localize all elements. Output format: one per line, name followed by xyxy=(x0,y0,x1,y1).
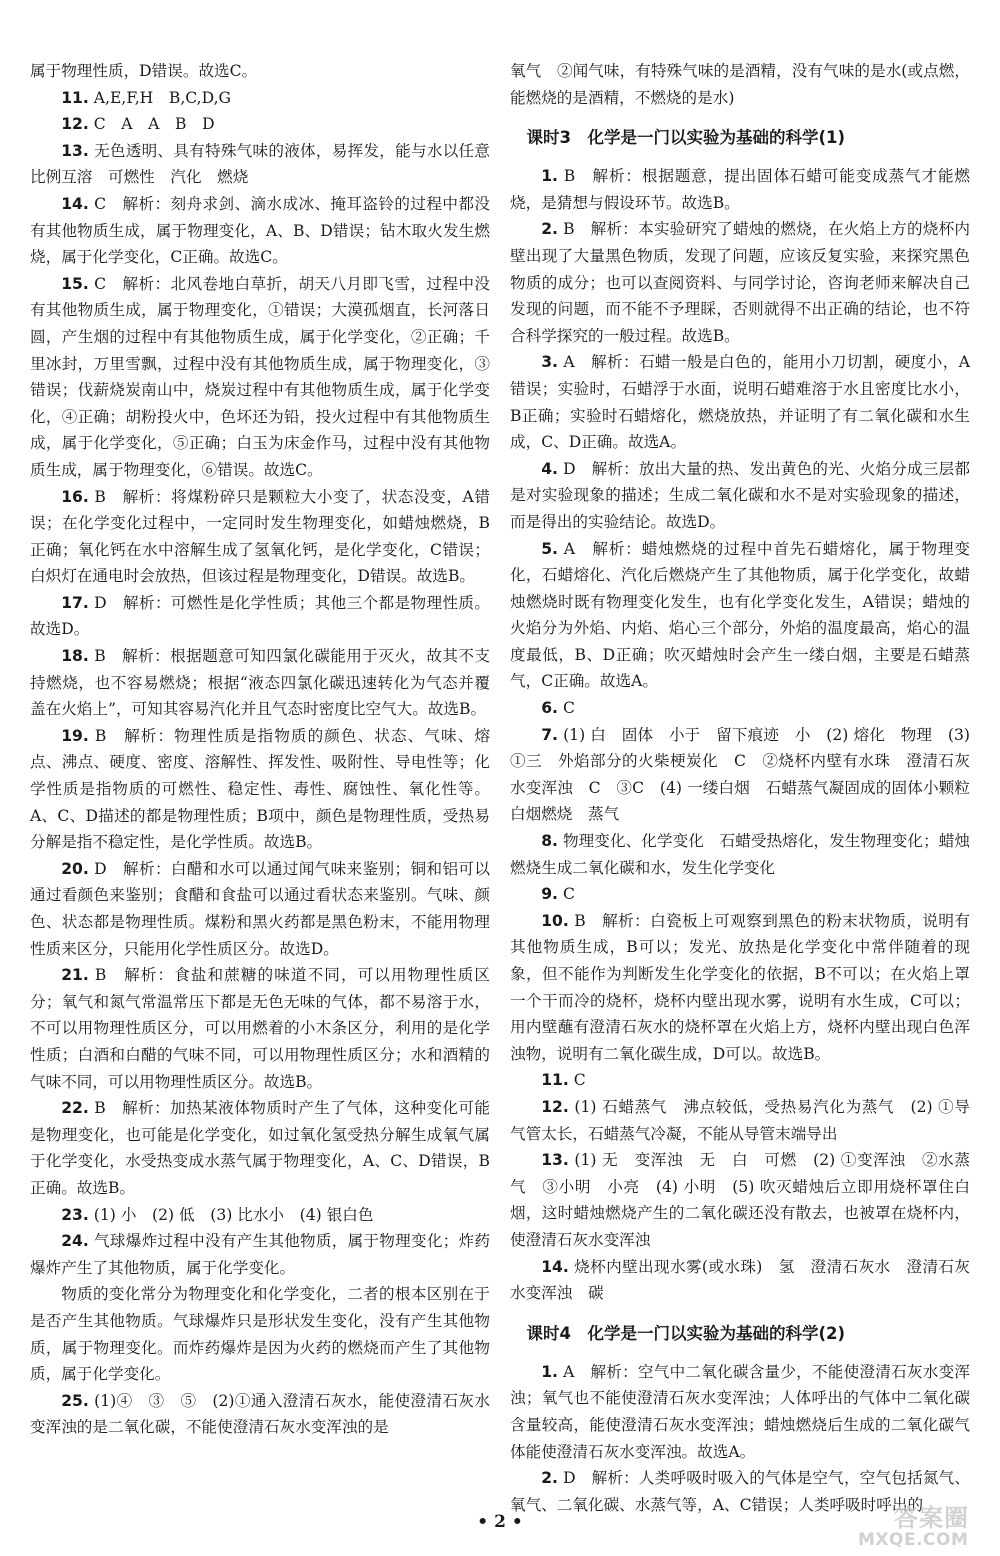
answer-text: (1) 无 变浑浊 无 白 可燃 (2) ①变浑浊 ②水蒸气 ③小明 小亮 (4) 小明 (5) 吹灭蜡烛后立即用烧杯罩住白烟，这时蜡烛燃烧产生的二氧化碳还没有散去，也被罩在烧杯内，使澄清石灰水变浑浊 xyxy=(510,1151,971,1249)
answer-number: 18. xyxy=(61,647,89,666)
answer-text: D 解析：人类呼吸时吸入的气体是空气，空气包括氮气、氧气、二氧化碳、水蒸气等，A、C错误；人类呼吸时呼出的 xyxy=(510,1469,970,1514)
answer-number: 14. xyxy=(61,194,89,213)
answer-item xyxy=(510,216,970,349)
answer-number: 4. xyxy=(541,459,558,478)
answer-item xyxy=(30,1228,490,1281)
answer-item xyxy=(510,1067,970,1094)
answer-text: A 解析：空气中二氧化碳含量少，不能使澄清石灰水变浑浊；氧气也不能使澄清石灰水变浑浊；人体呼出的气体中二氧化碳含量较高，能使澄清石灰水变浑浊；蜡烛燃烧后生成的二氧化碳气体能使澄清石灰水变浑浊。故选A。 xyxy=(510,1362,970,1461)
answer-item xyxy=(30,1095,490,1201)
answer-item xyxy=(510,1254,970,1307)
answer-number: 11. xyxy=(61,88,89,107)
answer-text: C xyxy=(573,1071,586,1090)
answer-number: 8. xyxy=(541,832,558,851)
answer-text: B 解析：本实验研究了蜡烛的燃烧，在火焰上方的烧杯内壁出现了大量黑色物质，发现了问题，应该反复实验，来探究黑色物质的成分；也可以查阅资料、与同学讨论，咨询老师来解决自己发现的问题，而不能不予理睬，否则就得不出正确的结论，也不符合科学探究的一般过程。故选B。 xyxy=(510,220,970,345)
answer-text: C 解析：北风卷地白草折，胡天八月即飞雪，过程中没有其他物质生成，属于物理变化，①错误；大漠孤烟直，长河落日圆，产生烟的过程中有其他物质生成，属于化学变化，②正确；千里冰封，万里雪飘，过程中没有其他物质生成，属于物理变化，③错误；伐薪烧炭南山中，烧炭过程中有其他物质生成，属于化学变化，④正确；胡粉投火中，色坏还为铅，投火过程中有其他物质生成，属于化学变化，⑤正确；白玉为床金作马，过程中没有其他物质生成，属于物理变化，⑥错误。故选C。 xyxy=(30,274,490,479)
answer-text: B 解析：加热某液体物质时产生了气体，这种变化可能是物理变化，也可能是化学变化，如过氧化氢受热分解生成氧气属于化学变化，水受热变成水蒸气属于物理变化，A、C、D错误，B正确。故选B。 xyxy=(30,1099,490,1197)
answer-item xyxy=(30,271,490,484)
answer-item xyxy=(510,695,970,722)
answer-item xyxy=(510,881,970,908)
answer-text: 气球爆炸过程中没有产生其他物质，属于物理变化；炸药爆炸产生了其他物质，属于化学变化。 xyxy=(30,1232,490,1277)
answer-item xyxy=(30,1202,490,1229)
answer-item xyxy=(30,643,490,723)
section-title-lesson-3: 课时3 化学是一门以实验为基础的科学(1) xyxy=(526,128,846,148)
answer-text: B 解析：物理性质是指物质的颜色、状态、气味、熔点、沸点、硬度、密度、溶解性、挥发性、吸附性、导电性等；化学性质是指物质的可燃性、稳定性、毒性、腐蚀性、氧化性等。A、C、D描述的都是物理性质；B项中，颜色是物理性质，受热易分解是指不稳定性，是化学性质。故选B。 xyxy=(30,726,490,852)
answer-number: 20. xyxy=(61,859,89,878)
answer-number: 3. xyxy=(541,353,558,372)
answer-item xyxy=(510,1359,970,1465)
answer-item xyxy=(30,723,490,856)
answer-item xyxy=(30,1281,490,1387)
answer-text: D 解析：放出大量的热、发出黄色的光、火焰分成三层都是对实验现象的描述；生成二氧化碳和水不是对实验现象的描述，而是得出的实验结论。故选D。 xyxy=(510,459,970,531)
answer-text: A 解析：石蜡一般是白色的，能用小刀切割，硬度小，A错误；实验时，石蜡浮于水面，说明石蜡难溶于水且密度比水小，B正确；实验时石蜡熔化，燃烧放热，并证明了有二氧化碳和水生成，C、D正确。故选A。 xyxy=(510,353,970,452)
answer-number: 2. xyxy=(541,1469,558,1488)
answer-text: D 解析：白醋和水可以通过闻气味来鉴别；铜和铝可以通过看颜色来鉴别；食醋和食盐可以通过看状态来鉴别。气味、颜色、状态都是物理性质。煤粉和黑火药都是黑色粉末，不能用物理性质来区分，只能用化学性质区分。故选D。 xyxy=(30,859,490,958)
answer-text: B 解析：白瓷板上可观察到黑色的粉末状物质，说明有其他物质生成，B可以；发光、放热是化学变化中常伴随着的现象，但不能作为判断发生化学变化的依据，B不可以；在火焰上罩一个干而冷的烧杯，烧杯内壁出现水雾，说明有水生成，C可以；用内壁蘸有澄清石灰水的烧杯罩在火焰上方，烧杯内壁出现白色浑浊物，说明有二氧化碳生成，D可以。故选B。 xyxy=(510,911,970,1063)
answer-item xyxy=(510,908,970,1068)
answer-item xyxy=(30,191,490,271)
left-column xyxy=(30,58,490,1441)
answer-number: 23. xyxy=(61,1205,89,1224)
answer-number: 22. xyxy=(61,1099,89,1118)
answer-item xyxy=(510,828,970,881)
answer-text: C 解析：刻舟求剑、滴水成冰、掩耳盗铃的过程中都没有其他物质生成，属于物理变化，A、B、D错误；钻木取火发生燃烧，属于化学变化，C正确。故选C。 xyxy=(30,194,490,267)
answer-text: A 解析：蜡烛燃烧的过程中首先石蜡熔化，属于物理变化，石蜡熔化、汽化后燃烧产生了其他物质，属于化学变化，故蜡烛燃烧时既有物理变化发生，也有化学变化发生，A错误；蜡烛的火焰分为外焰、内焰、焰心三个部分，外焰的温度最高，焰心的温度最低，B、D正确；吹灭蜡烛时会产生一缕白烟，主要是石蜡蒸气，C正确。故选A。 xyxy=(510,539,970,691)
answer-text: C xyxy=(562,885,575,904)
answer-item xyxy=(30,1388,490,1441)
answer-item xyxy=(510,163,970,216)
answer-item xyxy=(30,111,490,138)
answer-text: 无色透明、具有特殊气味的液体，易挥发，能与水以任意比例互溶 可燃性 汽化 燃烧 xyxy=(30,141,490,187)
answer-text: 氧气 ②闻气味，有特殊气味的是酒精，没有气味的是水(或点燃，能燃烧的是酒精，不燃烧的是水) xyxy=(510,62,970,107)
answer-number: 9. xyxy=(541,885,558,904)
answer-text: (1)④ ③ ⑤ (2)①通入澄清石灰水，能使澄清石灰水变浑浊的是二氧化碳，不能使澄清石灰水变浑浊的是 xyxy=(30,1391,490,1437)
answer-number: 21. xyxy=(61,966,89,985)
lesson-3-answers xyxy=(510,163,986,1307)
right-column xyxy=(510,58,986,1518)
answer-text: (1) 白 固体 小于 留下痕迹 小 (2) 熔化 物理 (3) ①三 外焰部分的火柴梗炭化 C ②烧杯内壁有水珠 澄清石灰水变浑浊 C ③C (4) 一缕白烟 石蜡蒸气凝固成的固体小颗粒 白烟燃烧 蒸气 xyxy=(510,725,986,824)
answer-item xyxy=(510,536,970,696)
answer-text: B 解析：食盐和蔗糖的味道不同，可以用物理性质区分；氧气和氮气常温常压下都是无色无味的气体，都不易溶于水，不可以用物理性质区分，可以用燃着的小木条区分，利用的是化学性质；白酒和白醋的气味不同，可以用物理性质区分；水和酒精的气味不同，可以用物理性质区分。故选B。 xyxy=(30,966,490,1091)
answer-text: B 解析：根据题意可知四氯化碳能用于灭火，故其不支持燃烧，也不容易燃烧；根据“液态四氯化碳迅速转化为气态并覆盖在火焰上”，可知其容易汽化并且气态时密度比空气大。故选B。 xyxy=(30,647,490,719)
answer-item xyxy=(30,962,490,1095)
answer-number: 6. xyxy=(541,699,558,718)
site-watermark-logo xyxy=(858,1498,994,1552)
answer-number: 13. xyxy=(61,141,89,160)
answer-number: 14. xyxy=(541,1257,569,1276)
answer-text: 物理变化、化学变化 石蜡受热熔化，发生物理变化；蜡烛燃烧生成二氧化碳和水，发生化学变化 xyxy=(510,832,970,877)
answer-item xyxy=(30,138,490,191)
answer-item xyxy=(510,722,986,828)
section-title-lesson-4: 课时4 化学是一门以实验为基础的科学(2) xyxy=(526,1323,846,1343)
answer-number: 24. xyxy=(61,1232,89,1251)
right-column-continuation xyxy=(510,58,970,111)
answer-number: 2. xyxy=(541,220,558,239)
answer-number: 16. xyxy=(61,487,89,506)
answer-text: 属于物理性质，D错误。故选C。 xyxy=(30,62,258,80)
answer-text: C xyxy=(562,699,575,718)
answer-text: 烧杯内壁出现水雾(或水珠) 氢 澄清石灰水 澄清石灰水变浑浊 碳 xyxy=(510,1257,970,1303)
answer-number: 12. xyxy=(61,115,89,134)
answer-number: 1. xyxy=(541,1362,558,1381)
answer-text: D 解析：可燃性是化学性质；其他三个都是物理性质。故选D。 xyxy=(30,593,490,639)
answer-text: B 解析：将煤粉碎只是颗粒大小变了，状态没变，A错误；在化学变化过程中，一定同时发生物理变化，如蜡烛燃烧，B正确；氧化钙在水中溶解生成了氢氧化钙，是化学变化，C错误；白炽灯在通电时会放热，但该过程是物理变化，D错误。故选B。 xyxy=(30,487,490,586)
answer-number: 10. xyxy=(541,911,569,930)
answer-item xyxy=(30,85,490,112)
answer-item xyxy=(510,1094,970,1147)
answer-number: 19. xyxy=(61,726,89,745)
answer-number: 1. xyxy=(541,167,558,186)
answer-item xyxy=(30,484,490,590)
answer-item xyxy=(30,590,490,643)
answer-item xyxy=(30,58,490,85)
answer-text: A,E,F,H B,C,D,G xyxy=(93,88,231,107)
answer-item xyxy=(510,349,970,455)
watermark-url-text: MXQE.COM xyxy=(858,1530,969,1550)
answer-number: 25. xyxy=(61,1391,89,1410)
answer-text: (1) 小 (2) 低 (3) 比水小 (4) 银白色 xyxy=(93,1205,374,1224)
answer-number: 7. xyxy=(541,725,558,744)
answer-item xyxy=(30,856,490,962)
answer-number: 5. xyxy=(541,539,558,558)
answer-text: B 解析：根据题意，提出固体石蜡可能变成蒸气才能燃烧，是猜想与假设环节。故选B。 xyxy=(510,167,970,212)
answer-text: C A A B D xyxy=(93,115,215,134)
answer-text: 物质的变化常分为物理变化和化学变化，二者的根本区别在于是否产生其他物质。气球爆炸只是形状发生变化，没有产生其他物质，属于物理变化。而炸药爆炸是因为火药的燃烧而产生了其他物质，属于化学变化。 xyxy=(30,1285,490,1384)
lesson-4-answers xyxy=(510,1359,970,1519)
page-number: • 2 • xyxy=(477,1512,523,1532)
answer-item xyxy=(510,58,970,111)
answer-number: 11. xyxy=(541,1071,569,1090)
watermark-logo-text: 答案圈 xyxy=(894,1504,969,1532)
answer-item xyxy=(510,1147,970,1253)
answer-number: 13. xyxy=(541,1151,569,1170)
answer-text: (1) 石蜡蒸气 沸点较低，受热易汽化为蒸气 (2) ①导气管太长，石蜡蒸气冷凝，不能从导管末端导出 xyxy=(510,1097,971,1143)
answer-item xyxy=(510,456,970,536)
answer-number: 12. xyxy=(541,1097,569,1116)
answer-number: 17. xyxy=(61,593,89,612)
answer-number: 15. xyxy=(61,274,89,293)
